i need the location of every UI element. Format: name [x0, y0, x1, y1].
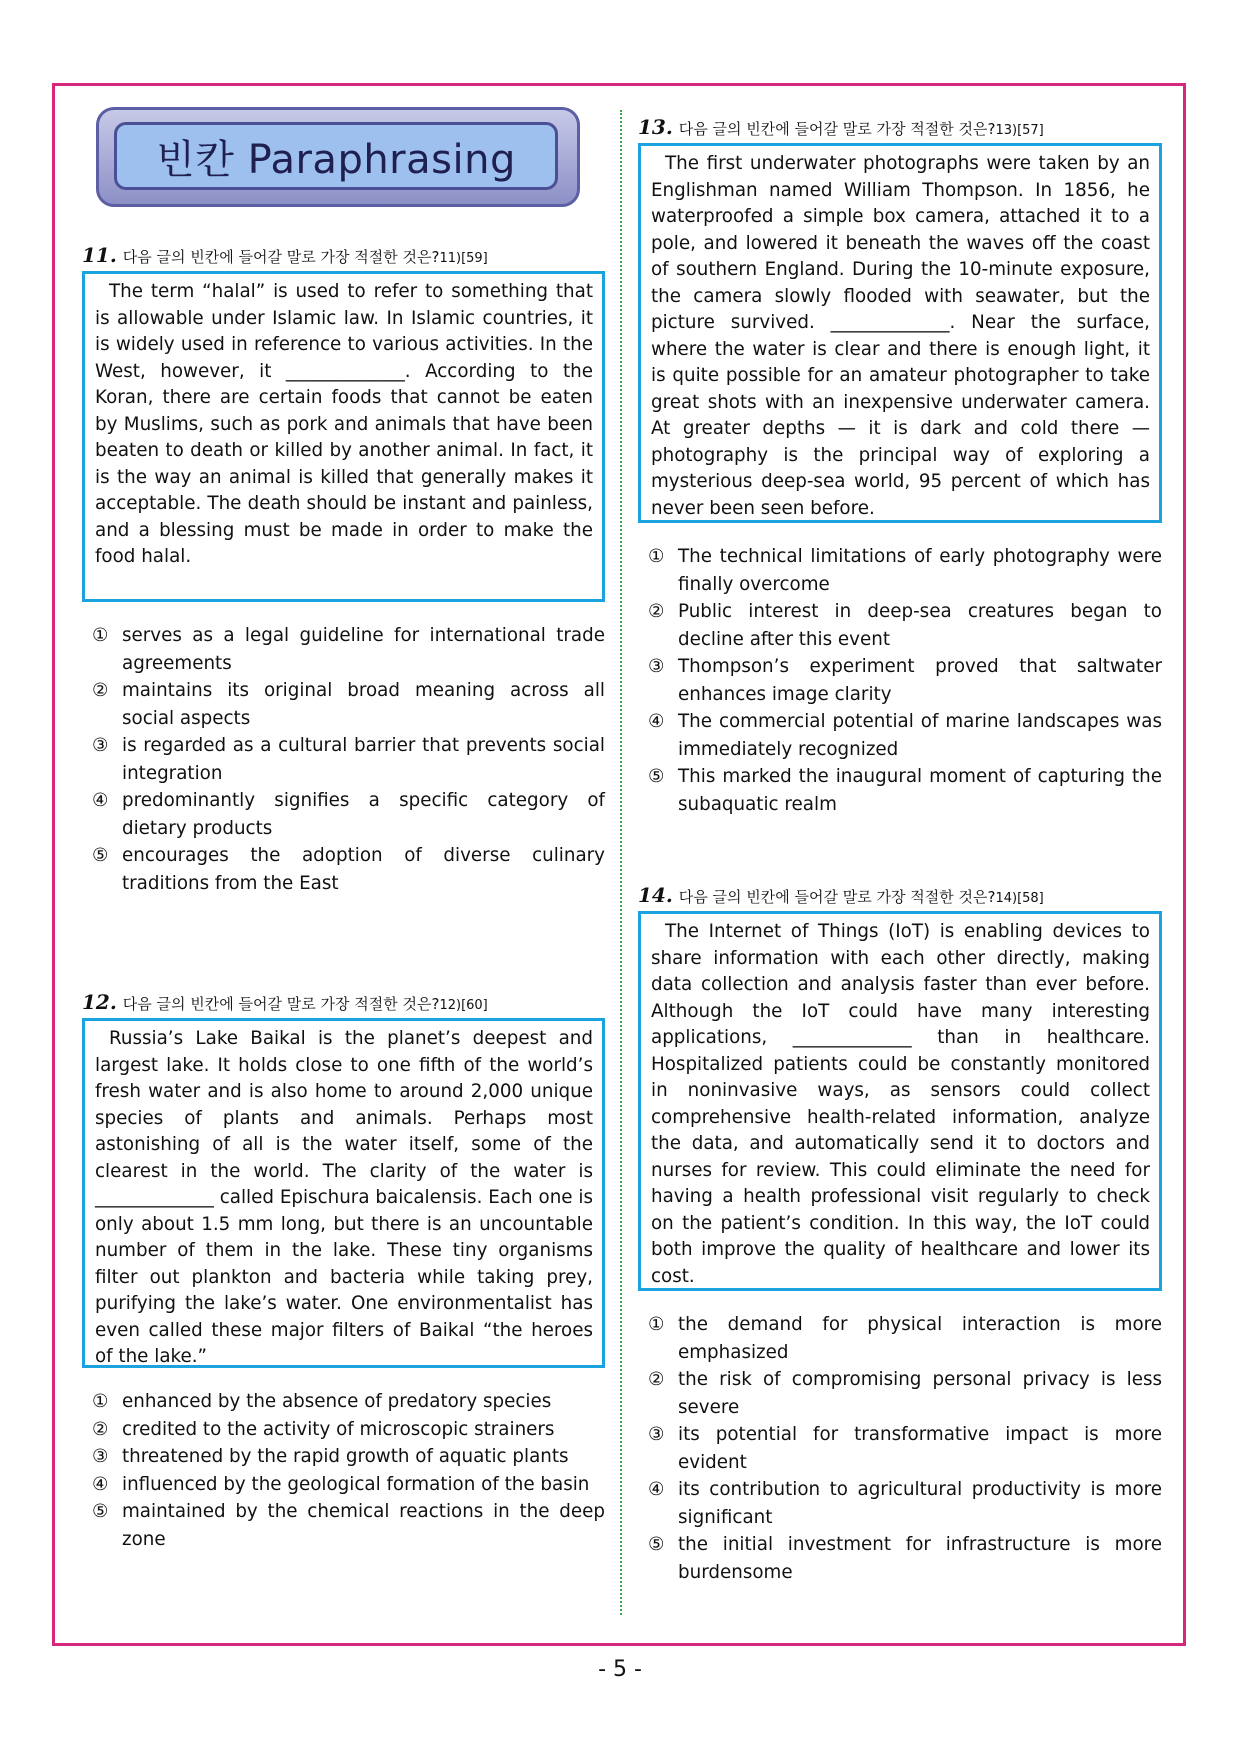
option-number: ④	[648, 711, 665, 732]
answer-option[interactable]	[82, 732, 605, 787]
option-text: is regarded as a cultural barrier that prevents social integration	[122, 735, 605, 784]
question-instruction: 다음 글의 빈칸에 들어갈 말로 가장 적절한 것은?	[678, 888, 996, 906]
option-number: ⑤	[92, 845, 109, 866]
option-text: predominantly signifies a specific category of dietary products	[122, 790, 605, 839]
answer-option[interactable]	[82, 1471, 605, 1499]
option-number: ⑤	[648, 1534, 665, 1555]
option-text: influenced by the geological formation of the basin	[122, 1473, 590, 1495]
option-text: credited to the activity of microscopic strainers	[122, 1418, 555, 1440]
passage-text: The first underwater photographs were taken by an Englishman named William Thompson. In 1856, he waterproofed a simple box camera, attached it to a pole, and lowered it beneath the waves off the coast of southern England. During the 10-minute exposure, the camera slowly flooded with seawater, but the picture survived. _____________. Near the surface, where the water is clear and there is enough light, it is quite possible for an amateur photographer to take great shots with an inexpensive underwater camera. At greater depths — it is dark and cold there — photography is the principal way of exploring a mysterious deep-sea world, 95 percent of which has never been seen before.	[651, 153, 1150, 519]
option-text: its potential for transformative impact is more evident	[678, 1424, 1162, 1473]
option-text: its contribution to agricultural productivity is more significant	[678, 1479, 1162, 1528]
passage-box	[82, 1018, 605, 1368]
option-number: ②	[92, 680, 109, 701]
option-number: ⑤	[648, 766, 665, 787]
question-reference: 11)[59]	[439, 251, 488, 266]
answer-option[interactable]	[82, 677, 605, 732]
option-number: ④	[92, 790, 109, 811]
option-number: ①	[92, 625, 109, 646]
passage-box	[638, 911, 1162, 1291]
answer-option[interactable]	[638, 653, 1162, 708]
question-instruction: 다음 글의 빈칸에 들어갈 말로 가장 적절한 것은?	[122, 995, 440, 1013]
option-number: ①	[92, 1391, 109, 1412]
passage-text: The term “halal” is used to refer to something that is allowable under Islamic law. In Islamic countries, it is widely used in reference to various activities. In the West, however, it _____________. According to the Koran, there are certain foods that cannot be eaten by Muslims, such as pork and animals that have been beaten to death or killed by another animal. In fact, it is the way an animal is killed that generally makes it acceptable. The death should be instant and painless, and a blessing must be made in order to make the food halal.	[95, 281, 593, 567]
answer-options	[82, 622, 605, 897]
answer-option[interactable]	[638, 1366, 1162, 1421]
question-14	[638, 883, 1162, 1586]
answer-option[interactable]	[638, 598, 1162, 653]
option-text: enhanced by the absence of predatory species	[122, 1391, 552, 1412]
question-number: 12.	[82, 990, 117, 1014]
option-number: ④	[92, 1473, 109, 1495]
question-reference: 13)[57]	[995, 123, 1044, 138]
question-reference: 12)[60]	[439, 998, 488, 1013]
answer-option[interactable]	[82, 1416, 605, 1444]
question-header	[638, 883, 1162, 907]
question-13	[638, 115, 1162, 818]
option-text: This marked the inaugural moment of capturing the subaquatic realm	[678, 766, 1162, 815]
question-12	[82, 990, 605, 1553]
option-text: the risk of compromising personal privacy is less severe	[678, 1369, 1162, 1418]
answer-options	[82, 1388, 605, 1553]
option-number: ③	[92, 735, 109, 756]
option-text: maintains its original broad meaning across all social aspects	[122, 680, 605, 729]
option-text: The commercial potential of marine landscapes was immediately recognized	[678, 711, 1162, 760]
option-number: ③	[648, 656, 665, 677]
section-title-plate	[114, 122, 558, 190]
option-text: maintained by the chemical reactions in the deep zone	[122, 1501, 605, 1550]
passage-text: The Internet of Things (IoT) is enabling devices to share information with each other directly, making data collection and analysis faster than ever before. Although the IoT could have many interesting applications, _____________ than in healthcare. Hospitalized patients could be constantly monitored in noninvasive ways, as sensors could collect comprehensive health-related information, analyze the data, and automatically send it to doctors and nurses for review. This could eliminate the need for having a health professional visit regularly to check on the patient’s condition. In this way, the IoT could both improve the quality of healthcare and lower its cost.	[651, 921, 1150, 1287]
column-divider	[620, 110, 622, 1615]
answer-option[interactable]	[638, 1421, 1162, 1476]
option-text: Public interest in deep-sea creatures began to decline after this event	[678, 601, 1162, 650]
answer-options	[638, 543, 1162, 818]
question-header	[638, 115, 1162, 139]
answer-option[interactable]	[82, 622, 605, 677]
option-number: ④	[648, 1479, 665, 1500]
question-11	[82, 243, 605, 897]
option-text: Thompson’s experiment proved that saltwater enhances image clarity	[678, 656, 1162, 705]
answer-option[interactable]	[82, 1388, 605, 1416]
option-number: ③	[648, 1424, 665, 1445]
passage-box	[638, 143, 1162, 523]
option-number: ②	[648, 1369, 665, 1390]
option-text: encourages the adoption of diverse culinary traditions from the East	[122, 845, 605, 894]
answer-options	[638, 1311, 1162, 1586]
option-text: the demand for physical interaction is more emphasized	[678, 1314, 1162, 1363]
question-instruction: 다음 글의 빈칸에 들어갈 말로 가장 적절한 것은?	[678, 120, 996, 138]
answer-option[interactable]	[638, 1311, 1162, 1366]
answer-option[interactable]	[638, 1476, 1162, 1531]
option-number: ②	[92, 1418, 109, 1440]
question-number: 13.	[638, 115, 673, 139]
answer-option[interactable]	[82, 1498, 605, 1553]
answer-option[interactable]	[638, 1531, 1162, 1586]
page-number: - 5 -	[598, 1657, 642, 1682]
answer-option[interactable]	[638, 543, 1162, 598]
option-number: ①	[648, 546, 665, 567]
question-header	[82, 990, 605, 1014]
option-text: serves as a legal guideline for international trade agreements	[122, 625, 605, 674]
option-number: ②	[648, 601, 665, 622]
answer-option[interactable]	[638, 763, 1162, 818]
question-reference: 14)[58]	[995, 891, 1044, 906]
question-number: 11.	[82, 243, 117, 267]
option-number: ①	[648, 1314, 665, 1335]
answer-option[interactable]	[82, 787, 605, 842]
option-number: ③	[92, 1446, 109, 1467]
answer-option[interactable]	[82, 842, 605, 897]
option-text: threatened by the rapid growth of aquatic plants	[122, 1446, 569, 1467]
answer-option[interactable]	[82, 1443, 605, 1471]
question-number: 14.	[638, 883, 673, 907]
passage-box	[82, 271, 605, 602]
option-text: the initial investment for infrastructure is more burdensome	[678, 1534, 1162, 1583]
option-number: ⑤	[92, 1501, 109, 1522]
section-title: 빈칸 Paraphrasing	[156, 136, 516, 183]
option-text: The technical limitations of early photography were finally overcome	[678, 546, 1162, 595]
question-header	[82, 243, 605, 267]
answer-option[interactable]	[638, 708, 1162, 763]
question-instruction: 다음 글의 빈칸에 들어갈 말로 가장 적절한 것은?	[122, 248, 440, 266]
passage-text: Russia’s Lake Baikal is the planet’s deepest and largest lake. It holds close to one fifth of the world’s fresh water and is also home to around 2,000 unique species of plants and animals. Perhaps most astonishing of all is the water itself, some of the clearest in the world. The clarity of the water is _____________ called Epischura baicalensis. Each one is only about 1.5 mm long, but there is an uncountable number of them in the lake. These tiny organisms filter out plankton and bacteria while taking prey, purifying the lake’s water. One environmentalist has even called these major filters of Baikal “the heroes of the lake.”	[95, 1028, 593, 1367]
